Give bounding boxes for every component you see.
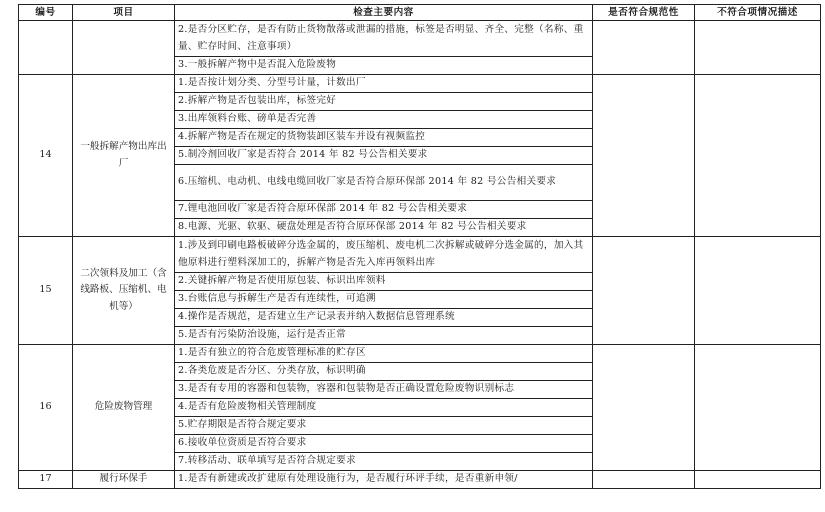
noncompliance-cell[interactable] — [695, 237, 821, 345]
check-content: 3.台账信息与拆解生产是否有连续性，可追溯 — [175, 291, 593, 309]
noncompliance-cell[interactable] — [695, 471, 821, 489]
compliance-cell[interactable] — [593, 237, 695, 345]
check-content: 5.制冷剂回收厂家是否符合 2014 年 82 号公告相关要求 — [175, 147, 593, 165]
check-content: 4.是否有危险废物相关管理制度 — [175, 399, 593, 417]
table-row — [19, 237, 821, 273]
check-content: 6.压缩机、电动机、电线电缆回收厂家是否符合原环保部 2014 年 82 号公告相关要求 — [175, 165, 593, 201]
check-content: 1.是否有新建或改扩建原有处理设施行为，是否履行环评手续，是否重新申领/ — [175, 471, 593, 489]
check-content: 4.操作是否规范，是否建立生产记录表并纳入数据信息管理系统 — [175, 309, 593, 327]
table-row — [19, 345, 821, 363]
header-row — [19, 5, 821, 21]
group13-item-cell — [73, 21, 175, 75]
check-content: 4.拆解产物是否在规定的货物装卸区装车并设有视频监控 — [175, 129, 593, 147]
noncompliance-cell[interactable] — [695, 345, 821, 471]
check-content: 2.拆解产物是否包装出库，标签完好 — [175, 93, 593, 111]
compliance-cell[interactable] — [593, 471, 695, 489]
noncompliance-cell[interactable] — [695, 75, 821, 237]
compliance-cell[interactable] — [593, 75, 695, 237]
table-row — [19, 75, 821, 93]
compliance-cell[interactable] — [593, 345, 695, 471]
group15-item: 二次领料及加工（含线路板、压缩机、电机等） — [73, 237, 175, 345]
check-content: 3.出库领料台账、磅单是否完善 — [175, 111, 593, 129]
check-content: 1.涉及到印刷电路板破碎分选金属的，废压缩机、废电机二次拆解或破碎分选金属的，加入其他原料进行塑料深加工的，拆解产物是否先入库再领料出库 — [175, 237, 593, 273]
check-content: 6.接收单位资质是否符合要求 — [175, 435, 593, 453]
check-content: 1.是否有独立的符合危废管理标准的贮存区 — [175, 345, 593, 363]
group17-num: 17 — [19, 471, 73, 489]
header-num: 编号 — [19, 5, 73, 21]
check-content: 5.是否有污染防治设施，运行是否正常 — [175, 327, 593, 345]
check-content: 1.是否按计划分类、分型号计量，计数出厂 — [175, 75, 593, 93]
compliance-cell[interactable] — [593, 21, 695, 75]
check-content: 3.是否有专用的容器和包装物，容器和包装物是否正确设置危险废物识别标志 — [175, 381, 593, 399]
header-content: 检查主要内容 — [175, 5, 593, 21]
inspection-table — [18, 4, 821, 489]
group17-item: 履行环保手 — [73, 471, 175, 489]
group14-item: 一般拆解产物出库出厂 — [73, 75, 175, 237]
check-content: 7.锂电池回收厂家是否符合原环保部 2014 年 82 号公告相关要求 — [175, 201, 593, 219]
header-compliant: 是否符合规范性 — [593, 5, 695, 21]
check-content: 2.各类危废是否分区、分类存放，标识明确 — [175, 363, 593, 381]
check-content: 8.电源、光驱、软驱、硬盘处理是否符合原环保部 2014 年 82 号公告相关要求 — [175, 219, 593, 237]
check-content: 2.是否分区贮存，是否有防止货物散落或泄漏的措施，标签是否明显、齐全、完整（名称、重量、贮存时间、注意事项） — [175, 21, 593, 57]
noncompliance-cell[interactable] — [695, 21, 821, 75]
table-row — [19, 471, 821, 489]
header-item: 项目 — [73, 5, 175, 21]
group16-num: 16 — [19, 345, 73, 471]
group16-item: 危险废物管理 — [73, 345, 175, 471]
check-content: 3.一般拆解产物中是否混入危险废物 — [175, 57, 593, 75]
check-content: 5.贮存期限是否符合规定要求 — [175, 417, 593, 435]
group13-num-cell — [19, 21, 73, 75]
header-noncompliance: 不符合项情况描述 — [695, 5, 821, 21]
group15-num: 15 — [19, 237, 73, 345]
group14-num: 14 — [19, 75, 73, 237]
check-content: 2.关键拆解产物是否使用原包装、标识出库领料 — [175, 273, 593, 291]
table-row — [19, 21, 821, 57]
check-content: 7.转移活动、联单填写是否符合规定要求 — [175, 453, 593, 471]
